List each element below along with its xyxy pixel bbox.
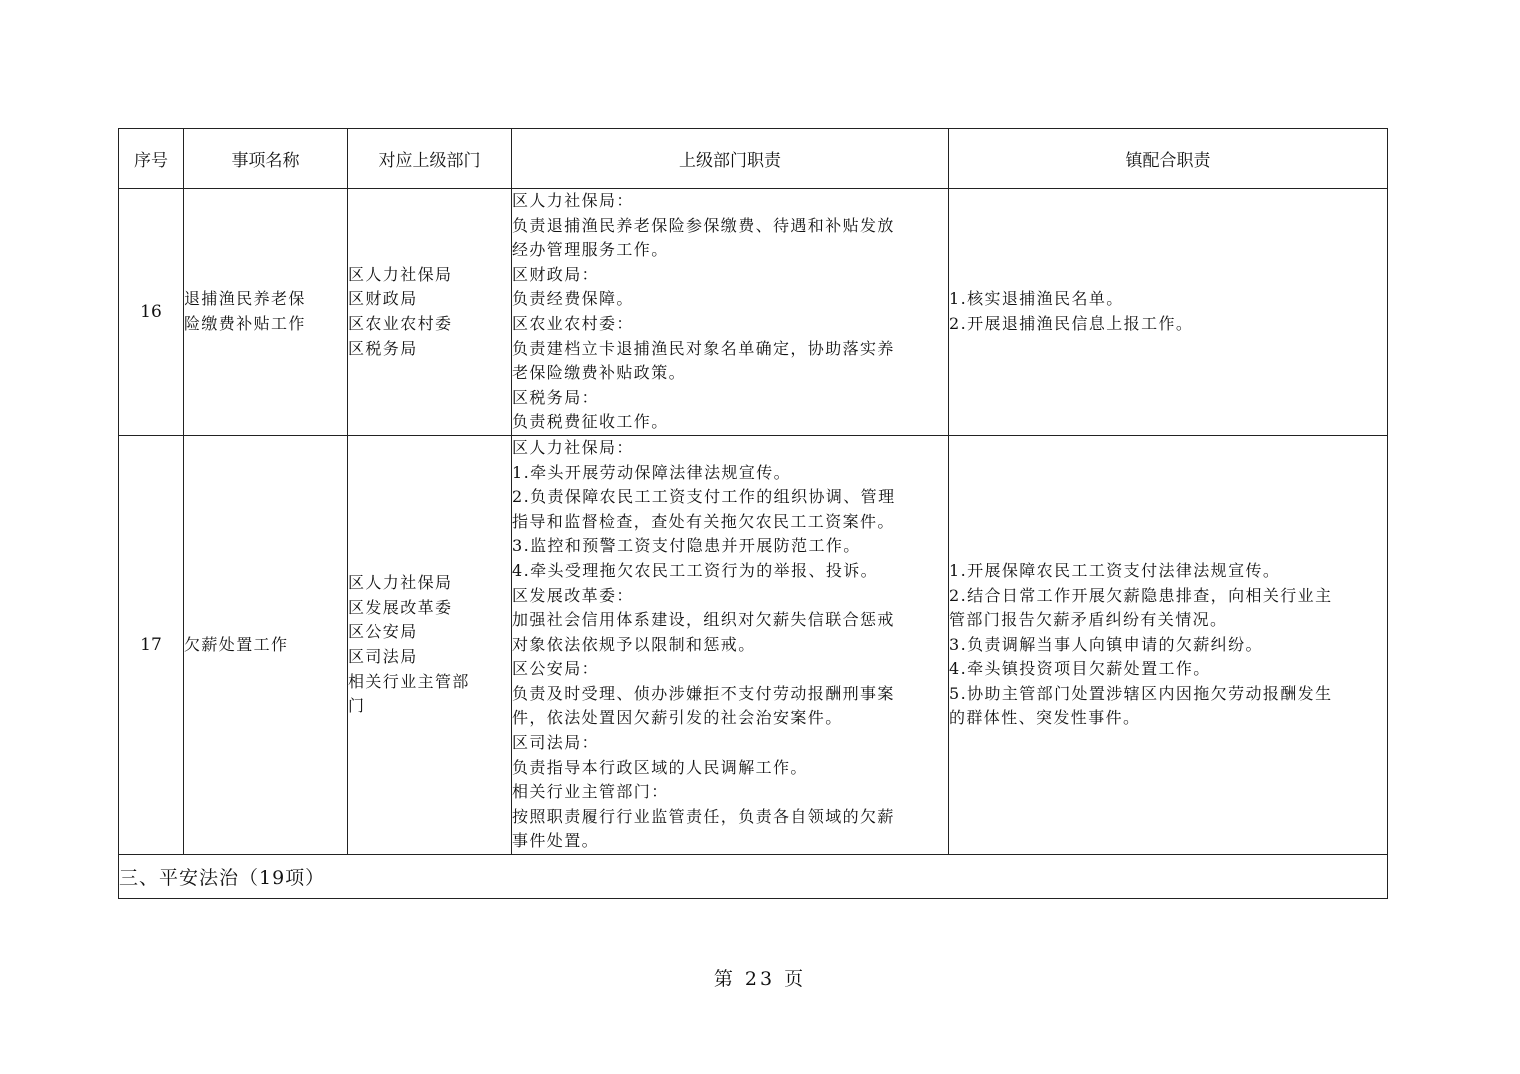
dept-line: 区财政局 <box>348 289 418 309</box>
town-duty <box>949 435 1388 854</box>
town-duty-line: 1.核实退捕渔民名单。 <box>949 289 1124 309</box>
duty-line: 加强社会信用体系建设，组织对欠薪失信联合惩戒 <box>512 610 895 630</box>
dept-duty <box>512 435 949 854</box>
item-name-line: 欠薪处置工作 <box>184 634 289 654</box>
duty-line: 负责税费征收工作。 <box>512 412 669 432</box>
duty-line: 负责建档立卡退捕渔民对象名单确定，协助落实养 <box>512 338 895 358</box>
row-number: 17 <box>119 435 184 854</box>
town-duty-line: 2.开展退捕渔民信息上报工作。 <box>949 313 1194 333</box>
duty-line: 区公安局： <box>512 659 600 679</box>
item-name <box>184 435 348 854</box>
duty-line: 区人力社保局： <box>512 191 634 210</box>
dept-list <box>348 435 512 854</box>
duty-line: 区税务局： <box>512 387 600 407</box>
duty-line: 指导和监督检查，查处有关拖欠农民工工资案件。 <box>512 511 895 531</box>
dept-line: 区人力社保局 <box>348 264 453 284</box>
dept-line: 区税务局 <box>348 338 418 358</box>
duty-line: 区农业农村委： <box>512 313 634 333</box>
duty-line: 按照职责履行行业监管责任，负责各自领域的欠薪 <box>512 806 895 826</box>
dept-duty <box>512 189 949 436</box>
page-number: 第 23 页 <box>713 968 807 990</box>
dept-list <box>348 189 512 436</box>
duty-line: 1.牵头开展劳动保障法律法规宣传。 <box>512 462 792 482</box>
item-name <box>184 189 348 436</box>
section-title: 三、平安法治（19项） <box>119 855 1388 899</box>
duty-line: 3.监控和预警工资支付隐患并开展防范工作。 <box>512 536 861 556</box>
duty-line: 负责及时受理、侦办涉嫌拒不支付劳动报酬刑事案 <box>512 683 895 703</box>
header-no: 序号 <box>119 129 184 189</box>
duty-line: 事件处置。 <box>512 831 600 851</box>
town-duty-line: 1.开展保障农民工工资支付法律法规宣传。 <box>949 560 1281 580</box>
duty-line: 2.负责保障农民工工资支付工作的组织协调、管理 <box>512 487 896 507</box>
duty-line: 负责经费保障。 <box>512 289 634 309</box>
town-duty-line: 2.结合日常工作开展欠薪隐患排查，向相关行业主 <box>949 585 1333 605</box>
item-name-line: 险缴费补贴工作 <box>184 313 306 333</box>
duty-line: 区财政局： <box>512 264 600 284</box>
header-row <box>119 129 1388 189</box>
duty-line: 负责指导本行政区域的人民调解工作。 <box>512 757 808 777</box>
duty-line: 对象依法依规予以限制和惩戒。 <box>512 634 756 654</box>
dept-line: 区发展改革委 <box>348 597 453 617</box>
dept-line: 相关行业主管部 <box>348 671 470 691</box>
dept-line: 门 <box>348 696 366 716</box>
duty-line: 4.牵头受理拖欠农民工工资行为的举报、投诉。 <box>512 560 879 580</box>
dept-line: 区人力社保局 <box>348 573 453 593</box>
table-row <box>119 189 1388 436</box>
duty-line: 件，依法处置因欠薪引发的社会治安案件。 <box>512 708 843 728</box>
header-town-duty: 镇配合职责 <box>949 129 1388 189</box>
town-duty-line: 5.协助主管部门处置涉辖区内因拖欠劳动报酬发生 <box>949 683 1333 703</box>
duty-line: 负责退捕渔民养老保险参保缴费、待遇和补贴发放 <box>512 215 895 235</box>
town-duty-line: 4.牵头镇投资项目欠薪处置工作。 <box>949 659 1211 679</box>
row-number: 16 <box>119 189 184 436</box>
header-dept-duty: 上级部门职责 <box>512 129 949 189</box>
dept-line: 区农业农村委 <box>348 313 453 333</box>
duty-line: 相关行业主管部门： <box>512 782 669 802</box>
header-dept: 对应上级部门 <box>348 129 512 189</box>
duty-line: 老保险缴费补贴政策。 <box>512 363 687 383</box>
header-item-name: 事项名称 <box>184 129 348 189</box>
duty-line: 区发展改革委： <box>512 585 634 605</box>
duty-line: 经办管理服务工作。 <box>512 240 669 260</box>
town-duty-line: 管部门报告欠薪矛盾纠纷有关情况。 <box>949 610 1228 630</box>
responsibility-table <box>118 128 1388 899</box>
section-row <box>119 855 1388 899</box>
town-duty-line: 3.负责调解当事人向镇申请的欠薪纠纷。 <box>949 634 1263 654</box>
dept-line: 区公安局 <box>348 622 418 642</box>
duty-line: 区人力社保局： <box>512 437 634 457</box>
town-duty-line: 的群体性、突发性事件。 <box>949 708 1141 728</box>
item-name-line: 退捕渔民养老保 <box>184 289 306 309</box>
town-duty <box>949 189 1388 436</box>
dept-line: 区司法局 <box>348 646 418 666</box>
duty-line: 区司法局： <box>512 733 600 753</box>
table-row <box>119 435 1388 854</box>
